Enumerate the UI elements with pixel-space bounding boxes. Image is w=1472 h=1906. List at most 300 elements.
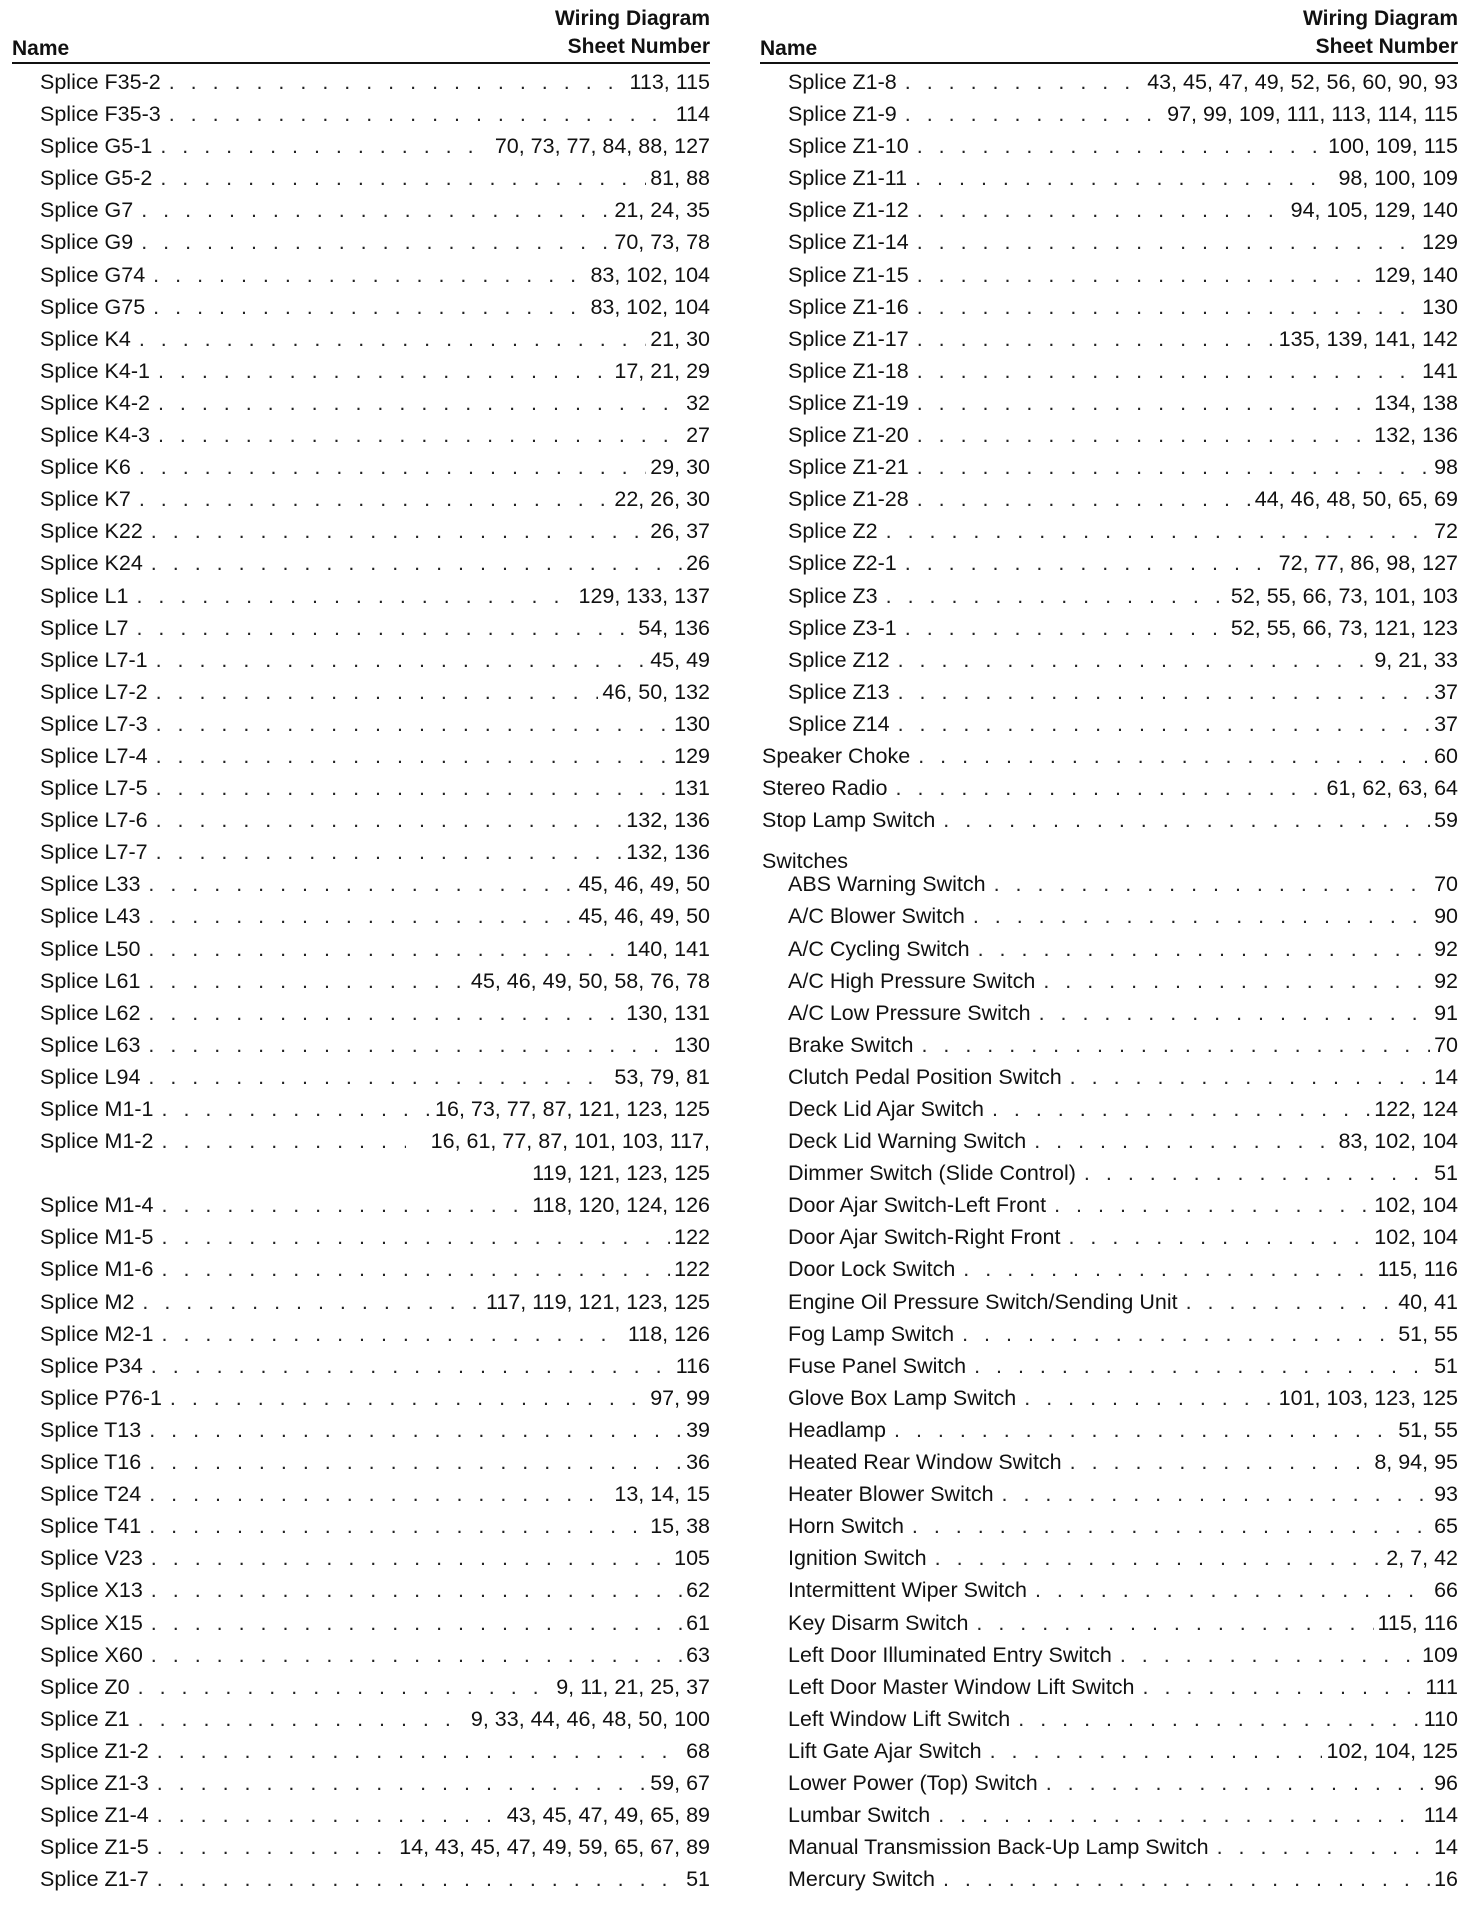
entry-name: Splice L43 (40, 904, 141, 929)
dot-leader (148, 965, 467, 997)
dot-leader (149, 1446, 682, 1478)
dot-leader (157, 1831, 395, 1863)
index-entry (12, 1125, 710, 1189)
entry-sheet-numbers: 51 (686, 1867, 710, 1892)
index-entry (760, 1863, 1458, 1895)
entry-name: Splice Z1-3 (40, 1770, 149, 1795)
entry-name: Splice T24 (40, 1482, 142, 1507)
entry-sheet-numbers: 2, 7, 42 (1386, 1546, 1458, 1571)
entry-sheet-numbers: 37 (1434, 679, 1458, 704)
entry-name: Splice M1-5 (40, 1225, 154, 1250)
index-entry (12, 419, 710, 451)
entry-sheet-numbers: 45, 49 (650, 647, 710, 672)
entry-name: Door Ajar Switch-Right Front (788, 1225, 1061, 1250)
entry-sheet-numbers: 21, 30 (650, 326, 710, 351)
entry-sheet-numbers: 116 (675, 1353, 710, 1378)
index-entry (760, 644, 1458, 676)
dot-leader (139, 323, 646, 355)
index-entry (760, 1671, 1458, 1703)
index-entry (760, 1735, 1458, 1767)
index-entry (760, 1542, 1458, 1574)
entry-sheet-numbers: 102, 104 (1374, 1193, 1458, 1218)
index-entry (12, 1863, 710, 1895)
index-entry (12, 1093, 710, 1125)
index-entry (12, 162, 710, 194)
index-group-heading (760, 836, 1458, 874)
index-entry (760, 740, 1458, 772)
dot-leader (943, 1863, 1430, 1895)
entry-sheet-numbers: 105 (674, 1546, 710, 1571)
entry-sheet-numbers: 81, 88 (650, 166, 710, 191)
entry-name: Splice G5-2 (40, 166, 153, 191)
entry-name: Splice Z0 (40, 1674, 130, 1699)
index-entry (12, 1735, 710, 1767)
dot-leader (156, 708, 671, 740)
index-entry (760, 355, 1458, 387)
entry-name: Fog Lamp Switch (788, 1321, 955, 1346)
dot-leader (139, 483, 611, 515)
sheet-column-header (1303, 5, 1458, 61)
entry-sheet-numbers: 102, 104 (1374, 1225, 1458, 1250)
entry-sheet-numbers: 40, 41 (1398, 1289, 1458, 1314)
index-entry (12, 933, 710, 965)
index-entry (760, 1061, 1458, 1093)
entry-sheet-numbers: 98 (1434, 455, 1458, 480)
sheet-header-line1: Wiring Diagram (1303, 7, 1458, 30)
entry-name: Splice Z13 (788, 679, 890, 704)
entry-name: Brake Switch (788, 1032, 914, 1057)
entry-name: Lower Power (Top) Switch (788, 1770, 1038, 1795)
entry-sheet-numbers: 63 (686, 1642, 710, 1667)
entry-sheet-numbers: 129 (1422, 230, 1458, 255)
entry-sheet-numbers: 118, 120, 124, 126 (532, 1193, 710, 1218)
entry-name: Splice K4-2 (40, 390, 150, 415)
dot-leader (136, 580, 574, 612)
entry-name: Splice Z1-7 (40, 1867, 149, 1892)
entry-name: Splice T16 (40, 1450, 142, 1475)
index-entry (12, 387, 710, 419)
entry-name: Splice Z1-28 (788, 487, 909, 512)
entry-sheet-numbers: 70 (1434, 1032, 1458, 1057)
entry-name: Splice Z1-20 (788, 423, 909, 448)
entry-name: Splice L61 (40, 968, 141, 993)
dot-leader (917, 259, 1371, 291)
entry-sheet-numbers: 134, 138 (1374, 390, 1458, 415)
left-column (12, 4, 710, 1895)
index-entry (12, 483, 710, 515)
entry-sheet-numbers: 110 (1423, 1706, 1458, 1731)
entry-sheet-numbers: 43, 45, 47, 49, 65, 89 (506, 1803, 710, 1828)
index-entry (12, 804, 710, 836)
entry-name: Splice Z1-8 (788, 70, 897, 94)
dot-leader (978, 933, 1430, 965)
entry-name: Glove Box Lamp Switch (788, 1385, 1017, 1410)
dot-leader (918, 740, 1430, 772)
entry-name: Manual Transmission Back-Up Lamp Switch (788, 1835, 1209, 1860)
dot-leader (1002, 1478, 1431, 1510)
index-entry (12, 644, 710, 676)
dot-leader (1070, 1446, 1371, 1478)
dot-leader (962, 1318, 1394, 1350)
entry-name: Fuse Panel Switch (788, 1353, 967, 1378)
entry-name: Splice F35-3 (40, 102, 161, 127)
index-entry (760, 1286, 1458, 1318)
index-entry (760, 1157, 1458, 1189)
entry-name: Splice G5-1 (40, 134, 153, 159)
entry-name: Splice L7-2 (40, 679, 148, 704)
entry-name: Splice L1 (40, 583, 129, 608)
entry-name: Splice T13 (40, 1417, 142, 1442)
dot-leader (898, 644, 1371, 676)
index-entry (12, 1767, 710, 1799)
entry-name: Door Ajar Switch-Left Front (788, 1193, 1047, 1218)
dot-leader (994, 868, 1431, 900)
entry-sheet-numbers: 118, 126 (627, 1321, 710, 1346)
entry-name: Splice K4-1 (40, 358, 150, 383)
index-entry (12, 965, 710, 997)
index-entry (12, 997, 710, 1029)
entry-name: Splice G9 (40, 230, 134, 255)
index-entry (760, 804, 1458, 836)
entry-sheet-numbers: 66 (1434, 1578, 1458, 1603)
entry-sheet-numbers: 100, 109, 115 (1328, 134, 1458, 159)
index-entry (760, 772, 1458, 804)
entry-name: Splice Z1-2 (40, 1738, 149, 1763)
dot-leader (151, 515, 646, 547)
index-entry (12, 259, 710, 291)
entry-sheet-numbers: 113, 115 (629, 70, 710, 94)
index-entry (12, 515, 710, 547)
entry-sheet-numbers: 37 (1434, 711, 1458, 736)
entry-name: Splice L63 (40, 1032, 141, 1057)
index-entry (760, 547, 1458, 579)
entry-sheet-numbers: 15, 38 (650, 1514, 710, 1539)
dot-leader (886, 515, 1430, 547)
dot-leader (151, 1350, 672, 1382)
entry-name: Splice L7-6 (40, 808, 148, 833)
entry-name: Ignition Switch (788, 1546, 927, 1571)
index-entry (12, 98, 710, 130)
dot-leader (136, 612, 634, 644)
entry-name: Splice X60 (40, 1642, 143, 1667)
index-entry (12, 676, 710, 708)
name-column-header: Name (12, 37, 70, 60)
entry-sheet-numbers: 98, 100, 109 (1338, 166, 1458, 191)
entry-sheet-numbers: 130 (674, 1032, 710, 1057)
entry-name: Stereo Radio (762, 776, 888, 801)
index-entry (12, 1221, 710, 1253)
entry-sheet-numbers: 83, 102, 104 (590, 294, 710, 319)
dot-leader (151, 1542, 670, 1574)
entry-sheet-numbers: 51 (1434, 1353, 1458, 1378)
entry-name: Splice M2 (40, 1289, 135, 1314)
entry-name: ABS Warning Switch (788, 872, 986, 897)
index-entry (760, 933, 1458, 965)
dot-leader (915, 162, 1334, 194)
dot-leader (917, 130, 1324, 162)
dot-leader (162, 1253, 671, 1285)
entry-name: Splice L7-7 (40, 840, 148, 865)
entry-sheet-numbers: 54, 136 (638, 615, 710, 640)
entry-sheet-numbers: 14, 43, 45, 47, 49, 59, 65, 67, 89 (399, 1835, 710, 1860)
sheet-header-line2: Sheet Number (567, 35, 710, 58)
entry-name: Heater Blower Switch (788, 1482, 994, 1507)
entry-name: Splice L7-5 (40, 776, 148, 801)
dot-leader (156, 740, 671, 772)
entry-sheet-numbers: 129 (674, 743, 710, 768)
entry-sheet-numbers: 90 (1434, 904, 1458, 929)
entry-sheet-numbers: 61 (686, 1610, 710, 1635)
entry-name: Splice Z12 (788, 647, 890, 672)
dot-leader (917, 194, 1287, 226)
entry-sheet-numbers: 68 (686, 1738, 710, 1763)
index-entry (760, 1029, 1458, 1061)
entry-sheet-numbers: 60 (1434, 743, 1458, 768)
index-entry (760, 162, 1458, 194)
entry-name: Splice Z1-14 (788, 230, 909, 255)
index-entry (760, 1189, 1458, 1221)
entry-sheet-numbers: 21, 24, 35 (614, 198, 710, 223)
dot-leader (157, 1799, 503, 1831)
dot-leader (149, 1414, 682, 1446)
dot-leader (917, 483, 1251, 515)
entry-sheet-numbers: 70, 73, 78 (614, 230, 710, 255)
dot-leader (142, 1286, 482, 1318)
dot-leader (1084, 1157, 1430, 1189)
entry-name: Left Window Lift Switch (788, 1706, 1011, 1731)
entry-sheet-numbers: 91 (1434, 1000, 1458, 1025)
dot-leader (156, 644, 647, 676)
entry-sheet-numbers: 29, 30 (650, 455, 710, 480)
dot-leader (912, 1510, 1430, 1542)
index-entry (760, 1574, 1458, 1606)
dot-leader (138, 1671, 553, 1703)
entry-name: Lumbar Switch (788, 1803, 931, 1828)
dot-leader (917, 387, 1371, 419)
entry-name: Splice Z3 (788, 583, 878, 608)
entry-name: Splice Z1-19 (788, 390, 909, 415)
sheet-header-line2: Sheet Number (1315, 35, 1458, 58)
entry-sheet-numbers: 51 (1434, 1161, 1458, 1186)
dot-leader (162, 1093, 432, 1125)
entry-sheet-numbers: 16, 61, 77, 87, 101, 103, 117, 119, 121, 123, 125 (430, 1129, 710, 1186)
dot-leader (1068, 1221, 1370, 1253)
entry-sheet-numbers: 45, 46, 49, 50 (578, 872, 710, 897)
index-entry (760, 194, 1458, 226)
index-entry (12, 1478, 710, 1510)
index-entry (760, 1382, 1458, 1414)
entry-sheet-numbers: 129, 140 (1374, 262, 1458, 287)
index-entry (760, 515, 1458, 547)
entry-sheet-numbers: 62 (686, 1578, 710, 1603)
entry-sheet-numbers: 51, 55 (1398, 1417, 1458, 1442)
dot-leader (990, 1735, 1323, 1767)
entry-name: Splice Z1-18 (788, 358, 909, 383)
sheet-header-line1: Wiring Diagram (555, 7, 710, 30)
index-entry (760, 1446, 1458, 1478)
dot-leader (162, 1189, 529, 1221)
index-entry (12, 868, 710, 900)
entry-sheet-numbers: 39 (686, 1417, 710, 1442)
dot-leader (921, 1029, 1430, 1061)
index-entry (12, 1286, 710, 1318)
entry-name: Splice L62 (40, 1000, 141, 1025)
dot-leader (149, 1478, 610, 1510)
entry-sheet-numbers: 53, 79, 81 (614, 1064, 710, 1089)
dot-leader (139, 451, 646, 483)
entry-name: Splice Z1-17 (788, 326, 909, 351)
entry-sheet-numbers: 17, 21, 29 (614, 358, 710, 383)
entry-name: Mercury Switch (788, 1867, 935, 1892)
dot-leader (898, 708, 1430, 740)
entry-name: Splice T41 (40, 1514, 142, 1539)
index-entry (760, 1831, 1458, 1863)
index-entry (760, 612, 1458, 644)
index-entry (760, 226, 1458, 258)
dot-leader (976, 1607, 1373, 1639)
index-entry (760, 451, 1458, 483)
index-entry (760, 676, 1458, 708)
entry-sheet-numbers: 93 (1434, 1482, 1458, 1507)
entry-sheet-numbers: 8, 94, 95 (1374, 1450, 1458, 1475)
entry-name: Splice M2-1 (40, 1321, 154, 1346)
entry-name: Splice X13 (40, 1578, 143, 1603)
index-entry (12, 1703, 710, 1735)
index-entry (760, 1350, 1458, 1382)
entry-sheet-numbers: 96 (1434, 1770, 1458, 1795)
index-entry (12, 130, 710, 162)
dot-leader (917, 451, 1430, 483)
dot-leader (917, 291, 1418, 323)
dot-leader (162, 1318, 624, 1350)
index-entry (760, 900, 1458, 932)
dot-leader (157, 1863, 682, 1895)
entry-sheet-numbers: 14 (1434, 1064, 1458, 1089)
entry-sheet-numbers: 131 (674, 776, 710, 801)
dot-leader (156, 836, 623, 868)
dot-leader (153, 259, 586, 291)
dot-leader (158, 419, 682, 451)
entry-sheet-numbers: 9, 21, 33 (1374, 647, 1458, 672)
dot-leader (1046, 1767, 1430, 1799)
entry-sheet-numbers: 65 (1434, 1514, 1458, 1539)
index-entry (12, 708, 710, 740)
entry-name: Splice G7 (40, 198, 134, 223)
entry-name: Splice K24 (40, 551, 143, 576)
entry-name: Splice M1-1 (40, 1097, 154, 1121)
index-entry (12, 291, 710, 323)
dot-leader (148, 997, 622, 1029)
entry-name: Splice P76-1 (40, 1385, 162, 1410)
right-column (760, 4, 1458, 1895)
dot-leader (1039, 997, 1431, 1029)
entry-name: Splice M1-2 (40, 1129, 154, 1154)
entry-name: Deck Lid Ajar Switch (788, 1097, 984, 1121)
index-entry (760, 98, 1458, 130)
entry-sheet-numbers: 51, 55 (1398, 1321, 1458, 1346)
dot-leader (1070, 1061, 1430, 1093)
index-entry (12, 1831, 710, 1863)
entry-sheet-numbers: 132, 136 (626, 840, 710, 865)
index-entry (12, 612, 710, 644)
dot-leader (157, 1735, 682, 1767)
dot-leader (148, 933, 622, 965)
entry-name: Splice L94 (40, 1064, 141, 1089)
sheet-column-header (555, 5, 710, 61)
entry-name: Stop Lamp Switch (762, 808, 936, 833)
entry-sheet-numbers: 14 (1434, 1835, 1458, 1860)
entry-sheet-numbers: 61, 62, 63, 64 (1326, 776, 1458, 801)
dot-leader (1018, 1703, 1419, 1735)
index-entry (760, 965, 1458, 997)
dot-leader (905, 98, 1163, 130)
entry-sheet-numbers: 129, 133, 137 (578, 583, 710, 608)
entry-sheet-numbers: 22, 26, 30 (614, 487, 710, 512)
entry-name: Splice V23 (40, 1546, 143, 1571)
entry-sheet-numbers: 122 (674, 1257, 710, 1282)
entry-name: Lift Gate Ajar Switch (788, 1738, 982, 1763)
index-entry (760, 1639, 1458, 1671)
dot-leader (156, 772, 671, 804)
right-index-list (760, 66, 1458, 1895)
entry-sheet-numbers: 59 (1434, 808, 1458, 833)
entry-name: Engine Oil Pressure Switch/Sending Unit (788, 1289, 1178, 1314)
entry-name: Splice G74 (40, 262, 146, 287)
entry-sheet-numbers: 130, 131 (626, 1000, 710, 1025)
index-entry (760, 580, 1458, 612)
dot-leader (943, 804, 1430, 836)
entry-sheet-numbers: 122, 124 (1374, 1097, 1458, 1121)
dot-leader (162, 1221, 671, 1253)
entry-sheet-numbers: 117, 119, 121, 123, 125 (486, 1289, 710, 1314)
index-entry (760, 291, 1458, 323)
entry-sheet-numbers: 16, 73, 77, 87, 121, 123, 125 (435, 1097, 710, 1121)
entry-name: A/C High Pressure Switch (788, 968, 1036, 993)
index-entry (760, 1607, 1458, 1639)
dot-leader (974, 1350, 1430, 1382)
index-entry (12, 1253, 710, 1285)
entry-sheet-numbers: 36 (686, 1450, 710, 1475)
dot-leader (148, 868, 574, 900)
entry-name: Splice L7-1 (40, 647, 148, 672)
entry-name: Door Lock Switch (788, 1257, 956, 1282)
entry-name: Dimmer Switch (Slide Control) (788, 1161, 1076, 1186)
dot-leader (992, 1093, 1370, 1125)
dot-leader (160, 130, 490, 162)
entry-sheet-numbers: 45, 46, 49, 50 (578, 904, 710, 929)
dot-leader (156, 804, 623, 836)
index-entry (12, 355, 710, 387)
entry-name: Splice L7-4 (40, 743, 148, 768)
entry-sheet-numbers: 141 (1422, 358, 1458, 383)
index-entry (760, 66, 1458, 98)
dot-leader (1186, 1286, 1395, 1318)
dot-leader (1120, 1639, 1418, 1671)
index-entry (12, 740, 710, 772)
index-entry (12, 1382, 710, 1414)
entry-name: Splice M1-6 (40, 1257, 154, 1282)
entry-name: Splice F35-2 (40, 70, 161, 94)
dot-leader (1035, 1574, 1430, 1606)
index-entry (760, 708, 1458, 740)
dot-leader (1034, 1125, 1334, 1157)
entry-sheet-numbers: 140, 141 (626, 936, 710, 961)
entry-sheet-numbers: 92 (1434, 936, 1458, 961)
entry-name: Splice Z1-15 (788, 262, 909, 287)
entry-sheet-numbers: 9, 33, 44, 46, 48, 50, 100 (470, 1706, 710, 1731)
dot-leader (1024, 1382, 1274, 1414)
index-entry (760, 1221, 1458, 1253)
